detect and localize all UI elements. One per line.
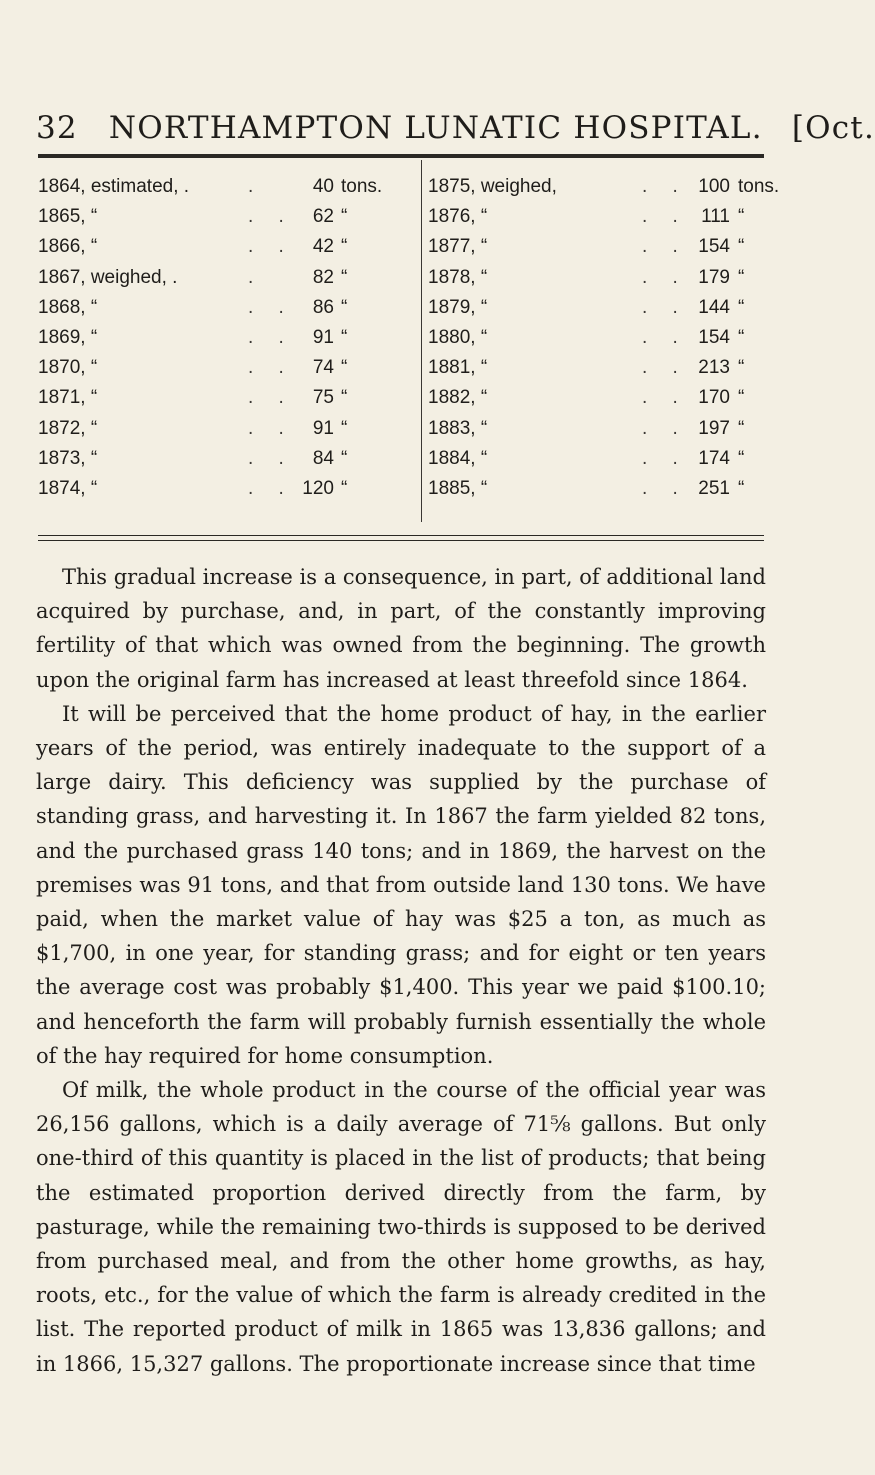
year-label: 1885, “: [428, 477, 488, 499]
tons-value: 42: [312, 236, 334, 258]
tons-value: 91: [312, 417, 334, 439]
leader-dots: . .: [248, 417, 294, 439]
unit-label: “: [341, 326, 348, 348]
leader-dots: . .: [248, 357, 294, 379]
table-row: [38, 353, 401, 383]
table-row: [38, 383, 401, 413]
tons-value: 251: [698, 477, 730, 499]
year-label: 1868, “: [38, 296, 98, 318]
table-row: [428, 323, 791, 353]
year-label: 1884, “: [428, 447, 488, 469]
table-row: [38, 474, 401, 504]
leader-dots: . .: [642, 477, 688, 499]
table-bottom-rule: [38, 535, 764, 536]
table-row: [38, 232, 401, 262]
year-label: 1874, “: [38, 477, 98, 499]
unit-label: tons.: [341, 176, 383, 197]
leader-dots: . .: [248, 206, 294, 228]
year-label: 1870, “: [38, 357, 98, 379]
table-row: [38, 323, 401, 353]
tons-value: 111: [701, 206, 730, 228]
unit-label: “: [738, 357, 745, 379]
leader-dots: . .: [642, 296, 688, 318]
leader-dots: . .: [642, 176, 688, 197]
body-text: [36, 560, 766, 1381]
leader-dots: . .: [248, 326, 294, 348]
tons-value: 179: [698, 266, 730, 288]
leader-dots: .: [248, 176, 264, 197]
table-row: [38, 444, 401, 474]
tons-value: 100: [698, 176, 730, 197]
leader-dots: . .: [642, 206, 688, 228]
unit-label: “: [341, 447, 348, 469]
year-label: 1864, estimated, .: [38, 176, 190, 197]
tons-value: 86: [312, 296, 334, 318]
unit-label: “: [738, 266, 745, 288]
page-title: NORTHAMPTON LUNATIC HOSPITAL.: [108, 110, 763, 146]
tons-value: 91: [312, 326, 334, 348]
year-label: 1867, weighed, .: [38, 266, 178, 288]
unit-label: “: [341, 477, 348, 499]
table-row: [428, 414, 791, 444]
year-label: 1872, “: [38, 417, 98, 439]
table-row: [38, 202, 401, 232]
leader-dots: . .: [642, 447, 688, 469]
tons-value: 154: [698, 326, 730, 348]
tons-value: 120: [302, 477, 334, 499]
tons-value: 84: [312, 447, 334, 469]
tons-value: 170: [698, 387, 730, 409]
year-label: 1865, “: [38, 206, 98, 228]
year-label: 1873, “: [38, 447, 98, 469]
unit-label: “: [341, 357, 348, 379]
table-row: [428, 444, 791, 474]
unit-label: “: [738, 477, 745, 499]
unit-label: “: [738, 296, 745, 318]
year-label: 1883, “: [428, 417, 488, 439]
table-row: [38, 414, 401, 444]
leader-dots: . .: [248, 296, 294, 318]
table-top-rule: [38, 154, 764, 158]
unit-label: “: [341, 266, 348, 288]
paragraph: This gradual increase is a consequence, in part, of additional land acquired by purchase, and, in part, of the constantly improving fertility of that which was owned from the beginning. The growth upon the original farm has increased at least threefold since 1864.: [36, 565, 766, 692]
unit-label: “: [341, 236, 348, 258]
tons-value: 197: [698, 417, 730, 439]
tons-value: 75: [312, 387, 334, 409]
leader-dots: . .: [248, 477, 294, 499]
leader-dots: . .: [248, 387, 294, 409]
year-label: 1879, “: [428, 296, 488, 318]
year-label: 1880, “: [428, 326, 488, 348]
page-number: 32: [36, 110, 78, 146]
unit-label: “: [341, 296, 348, 318]
table-row: [38, 263, 401, 293]
unit-label: “: [341, 206, 348, 228]
table-row: [428, 202, 791, 232]
unit-label: tons.: [738, 176, 780, 197]
tons-value: 174: [698, 447, 730, 469]
year-label: 1871, “: [38, 387, 98, 409]
unit-label: “: [738, 447, 745, 469]
unit-label: “: [341, 387, 348, 409]
table-row: [38, 172, 401, 202]
leader-dots: . .: [642, 266, 688, 288]
page-header: [36, 110, 875, 146]
table-row: [428, 232, 791, 262]
unit-label: “: [738, 236, 745, 258]
leader-dots: . .: [248, 236, 294, 258]
table-right-column: [428, 172, 791, 504]
leader-dots: . .: [642, 326, 688, 348]
tons-value: 82: [312, 266, 334, 288]
table-row: [428, 263, 791, 293]
table-left-column: [38, 172, 401, 504]
year-label: 1877, “: [428, 236, 488, 258]
table-column-divider: [421, 160, 422, 522]
table-row: [428, 474, 791, 504]
year-label: 1878, “: [428, 266, 488, 288]
table-row: [428, 383, 791, 413]
tons-value: 213: [698, 357, 730, 379]
year-label: 1881, “: [428, 357, 488, 379]
unit-label: “: [738, 387, 745, 409]
header-month: [Oct.: [791, 110, 875, 146]
table-row: [428, 293, 791, 323]
paragraph: Of milk, the whole product in the course of the official year was 26,156 gallons, which is a daily average of 71⅝ gallons. But only one-third of this quantity is placed in the list of products; that being the estimated proportion derived directly from the farm, by pasturage, while the remaining two-thirds is supposed to be derived from purchased meal, and from the other home growths, as hay, roots, etc., for the value of which the farm is already credited in the list. The reported product of milk in 1865 was 13,836 gallons; and in 1866, 15,327 gallons. The proportionate increase since that time: [36, 1078, 766, 1376]
leader-dots: . .: [248, 447, 294, 469]
table-row: [428, 172, 791, 202]
tons-value: 144: [698, 296, 730, 318]
unit-label: “: [738, 417, 745, 439]
year-label: 1875, weighed,: [428, 176, 557, 197]
year-label: 1866, “: [38, 236, 98, 258]
unit-label: “: [738, 326, 745, 348]
year-label: 1882, “: [428, 387, 488, 409]
paragraph: It will be perceived that the home product of hay, in the earlier years of the period, was entirely inadequate to the support of a large dairy. This deficiency was supplied by the purchase of standing grass, and harvesting it. In 1867 the farm yielded 82 tons, and the purchased grass 140 tons; and in 1869, the harvest on the premises was 91 tons, and that from outside land 130 tons. We have paid, when the market value of hay was $25 a ton, as much as $1,700, in one year, for standing grass; and for eight or ten years the average cost was probably $1,400. This year we paid $100.10; and henceforth the farm will probably furnish essentially the whole of the hay required for home consumption.: [36, 701, 766, 1068]
tons-value: 74: [312, 357, 334, 379]
table-row: [38, 293, 401, 323]
tons-value: 40: [312, 176, 334, 197]
leader-dots: . .: [642, 357, 688, 379]
leader-dots: . .: [642, 387, 688, 409]
leader-dots: .: [248, 266, 264, 288]
leader-dots: . .: [642, 236, 688, 258]
year-label: 1876, “: [428, 206, 488, 228]
leader-dots: . .: [642, 417, 688, 439]
table-row: [428, 353, 791, 383]
table-bottom-rule-double: [38, 540, 764, 541]
unit-label: “: [738, 206, 745, 228]
tons-value: 62: [312, 206, 334, 228]
year-label: 1869, “: [38, 326, 98, 348]
tons-value: 154: [698, 236, 730, 258]
unit-label: “: [341, 417, 348, 439]
